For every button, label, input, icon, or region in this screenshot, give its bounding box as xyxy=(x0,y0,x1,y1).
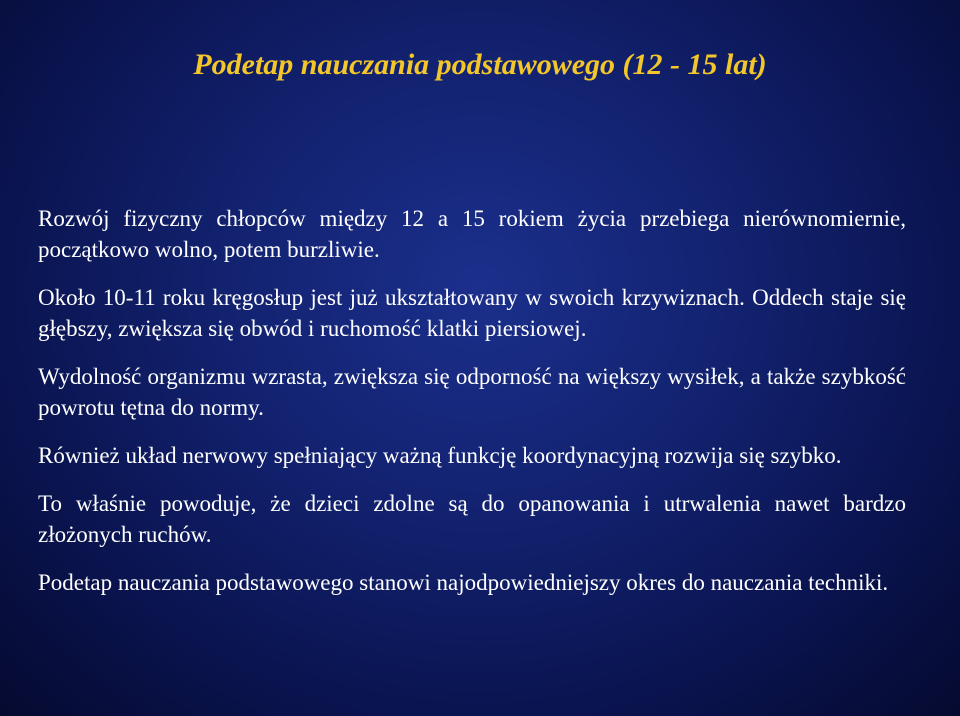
paragraph-physical-development: Rozwój fizyczny chłopców między 12 a 15 rokiem życia przebiega nierównomiernie, początkowo wolno, potem burzliwie. xyxy=(38,206,906,262)
slide-body xyxy=(38,203,906,615)
paragraph-complex-movements: To właśnie powoduje, że dzieci zdolne są do opanowania i utrwalenia nawet bardzo złożonych ruchów. xyxy=(38,491,906,547)
slide-title: Podetap nauczania podstawowego (12 - 15 lat) xyxy=(193,48,767,81)
paragraph-spine-breathing: Około 10-11 roku kręgosłup jest już ukształtowany w swoich krzywiznach. Oddech staje się głębszy, zwiększa się obwód i ruchomość klatki piersiowej. xyxy=(38,285,906,341)
paragraph-endurance: Wydolność organizmu wzrasta, zwiększa się odporność na większy wysiłek, a także szybkość powrotu tętna do normy. xyxy=(38,364,906,420)
paragraph-technique-period: Podetap nauczania podstawowego stanowi najodpowiedniejszy okres do nauczania techniki. xyxy=(38,570,889,595)
paragraph-nervous-system: Również układ nerwowy spełniający ważną funkcję koordynacyjną rozwija się szybko. xyxy=(38,443,842,468)
